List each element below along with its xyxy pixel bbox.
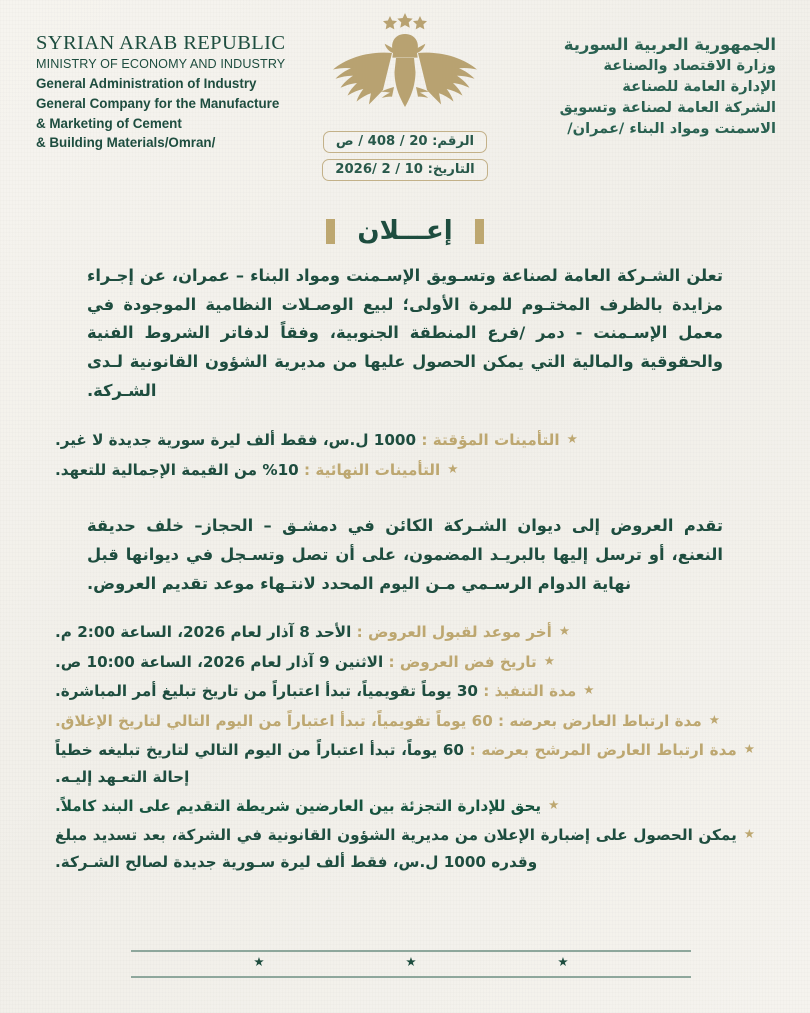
partial-award-note: يحق للإدارة التجزئة بين العارضين شريطة التقديم على البند كاملاً. xyxy=(55,797,542,815)
golden-eagle-emblem xyxy=(330,12,480,124)
star-bullet-icon: ★ xyxy=(558,623,571,639)
emblem-container xyxy=(320,12,490,124)
dossier-purchase-note: يمكن الحصول على إضبارة الإعلان من مديرية الشؤون القانونية في الشركة، بعد تسديد مبلغ وقدره 1000 ل.س، فقط ألف ليرة سـورية جديدة لصالح الشـركة. xyxy=(55,826,737,871)
submission-paragraph: تقدم العروض إلى ديوان الشـركة الكائن في دمشـق – الحجاز– خلف حديقة النعنع، أو ترسل إليها بالبريـد المضمون، على أن تصل وتسـجل في ديوانها قبل نهاية الدوام الرسـمي مـن اليوم المحدد لانتـهاء موعد تقديم العروض. xyxy=(87,516,723,593)
english-company-line-3: & Building Materials/Omran/ xyxy=(36,135,216,151)
star-bullet-icon: ★ xyxy=(743,741,755,757)
deadlines-list xyxy=(55,619,755,875)
arabic-company-line-1: الشركة العامة لصناعة وتسويق xyxy=(559,98,776,116)
deadline-label-nominated-bidder-binding: مدة ارتباط العارض المرشح بعرضه xyxy=(481,741,737,760)
arabic-republic-title: الجمهورية العربية السورية xyxy=(563,35,776,54)
deadline-label-execution-period: مدة التنفيذ xyxy=(494,682,577,701)
english-ministry-title: MINISTRY OF ECONOMY AND INDUSTRY xyxy=(36,56,286,71)
arabic-company-line-2: الاسمنت ومواد البناء /عمران/ xyxy=(567,119,776,137)
deposit-label-final: التأمينات النهائية xyxy=(315,460,441,479)
star-bullet-icon: ★ xyxy=(583,682,595,698)
footer-rule-top xyxy=(131,950,691,952)
footer-rule-bottom xyxy=(131,976,691,978)
english-letterhead xyxy=(36,32,286,153)
separator: : xyxy=(298,460,316,479)
star-bullet-icon: ★ xyxy=(743,826,755,842)
english-company-line-2: & Marketing of Cement xyxy=(36,115,182,131)
footer-star-icon: ★ xyxy=(253,954,265,969)
english-republic-title: SYRIAN ARAB REPUBLIC xyxy=(36,32,286,54)
star-bullet-icon: ★ xyxy=(543,652,555,668)
english-administration-line: General Administration of Industry xyxy=(36,75,257,91)
deposits-list xyxy=(55,427,755,483)
document-body xyxy=(0,262,810,878)
document-footer xyxy=(0,943,810,995)
document-meta xyxy=(305,131,505,187)
arabic-letterhead xyxy=(560,33,776,139)
arabic-ministry-title: وزارة الاقتصاد والصناعة xyxy=(603,57,776,75)
list-item xyxy=(55,457,755,483)
deposit-value-final: 10% من القيمة الإجمالية للتعهد. xyxy=(55,460,299,479)
deadline-value-bidder-binding: 60 يوماً تقويمياً، تبدأ اعتباراً من اليوم التالي لتاريخ الإغلاق. xyxy=(55,711,493,730)
page-title: إعـــلان xyxy=(357,216,453,246)
footer-stars xyxy=(131,956,691,969)
deadline-value-execution-period: 30 يوماً تقويمياً، تبدأ اعتباراً من تاريخ تبليغ أمر المباشرة. xyxy=(55,682,478,701)
list-item xyxy=(55,793,755,819)
footer-star-icon: ★ xyxy=(557,954,569,969)
list-item xyxy=(55,619,755,645)
list-item xyxy=(55,678,755,704)
title-decor-bar-left xyxy=(326,219,335,244)
list-item xyxy=(55,737,755,790)
document-number-box: الرقم: 20 / 408 / ص xyxy=(323,131,487,153)
deadline-value-offer-acceptance: الأحد 8 آذار لعام 2026، الساعة 2:00 م. xyxy=(55,623,352,642)
english-company-line-1: General Company for the Manufacture xyxy=(36,95,280,111)
separator: : xyxy=(492,711,510,730)
footer-star-icon: ★ xyxy=(405,954,417,969)
deadline-value-offer-opening: الاثنين 9 آذار لعام 2026، الساعة 10:00 ص. xyxy=(55,652,384,671)
separator: : xyxy=(416,431,433,450)
star-bullet-icon: ★ xyxy=(548,797,560,812)
star-bullet-icon: ★ xyxy=(447,460,459,476)
deposit-label-temporary: التأمينات المؤقتة xyxy=(432,431,560,450)
separator: : xyxy=(351,623,368,642)
star-bullet-icon: ★ xyxy=(566,431,578,447)
deadline-label-bidder-binding: مدة ارتباط العارض بعرضه xyxy=(509,711,702,730)
star-bullet-icon: ★ xyxy=(708,711,720,727)
deposit-value-temporary: 1000 ل.س، فقط ألف ليرة سورية جديدة لا غير. xyxy=(55,431,417,450)
arabic-administration-line: الإدارة العامة للصناعة xyxy=(622,78,776,96)
intro-paragraph: تعلن الشـركة العامة لصناعة وتسـويق الإسـمنت ومواد البناء – عمران، عن إجـراء مزايدة بالظرف المختـوم للمرة الأولى؛ لبيع الوصـلات النظامية الموجودة في معمل الإسـمنت - دمر /فرع المنطقة الجنوبية، وفقاً لدفاتر الشروط الفنية والحقوقية والمالية التي يمكن الحصول عليها من مديرية الشؤون القانونية لـدى الشـركة. xyxy=(87,266,723,400)
document-date-box: التاريخ: 10 / 2 /2026 xyxy=(322,159,487,181)
separator: : xyxy=(383,652,400,671)
deadline-value-nominated-bidder-binding: 60 يوماً، تبدأ اعتباراً من اليوم التالي لتاريخ تبليغه خطياً إحالة التعـهد إليـه. xyxy=(55,741,464,786)
title-decor-bar-right xyxy=(475,219,484,244)
separator: : xyxy=(463,741,482,760)
announcement-title-row xyxy=(0,218,810,244)
list-item xyxy=(55,427,755,453)
list-item xyxy=(55,708,755,734)
separator: : xyxy=(478,682,495,701)
list-item xyxy=(55,649,755,675)
list-item xyxy=(55,822,755,875)
deadline-label-offer-opening: تاريخ فض العروض xyxy=(399,652,537,671)
deadline-label-offer-acceptance: أخر موعد لقبول العروض xyxy=(367,623,552,642)
document-header xyxy=(0,0,810,200)
